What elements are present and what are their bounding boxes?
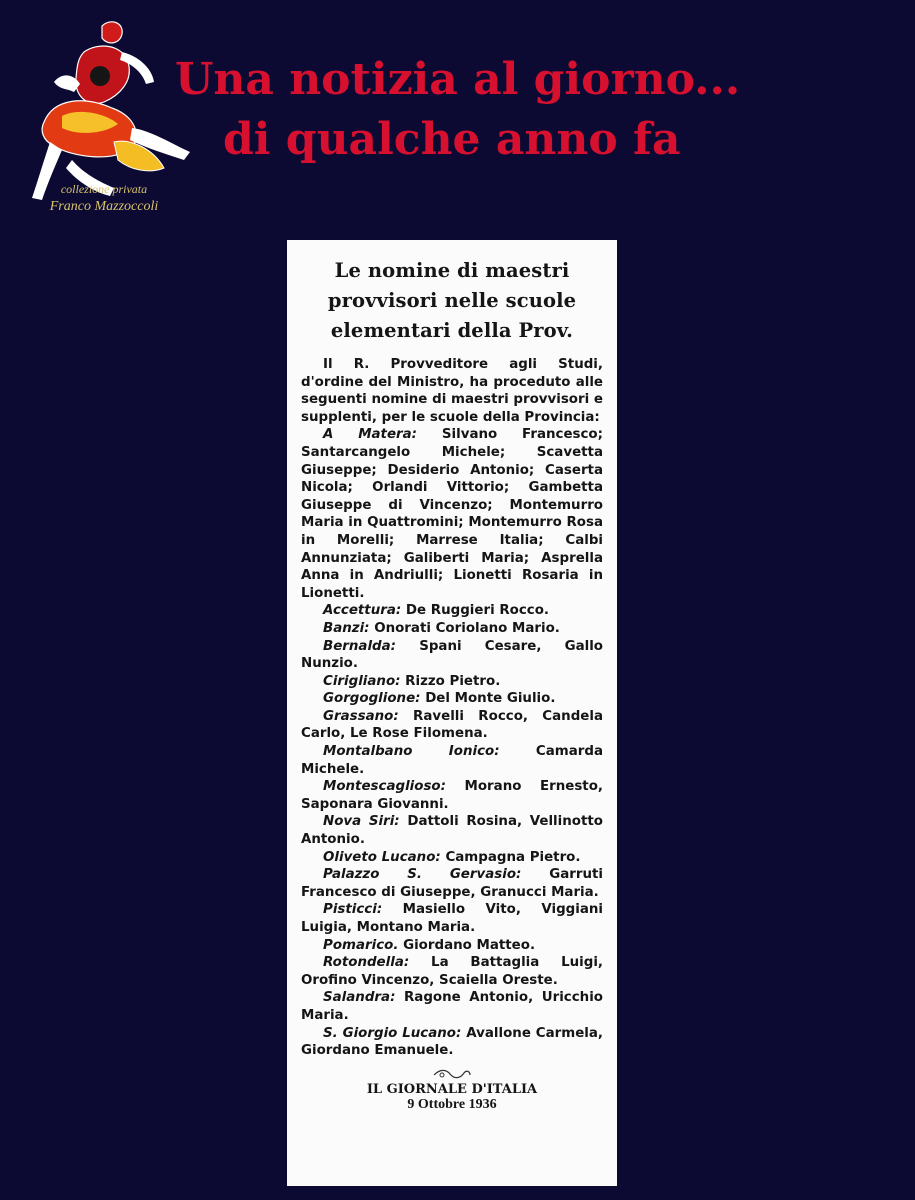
entry-names: Ravelli Rocco, Candela Carlo, Le Rose Filomena. — [301, 708, 603, 742]
appointment-entry — [301, 901, 603, 936]
entry-place: Montescaglioso: — [323, 779, 446, 795]
entry-place: Bernalda: — [323, 638, 397, 654]
appointment-entry — [301, 866, 603, 901]
appointment-entry — [301, 778, 603, 813]
entry-place: Pisticci: — [323, 902, 383, 918]
entry-place: Pomarico. — [323, 937, 399, 953]
article-intro: Il R. Provveditore agli Studi, d'ordine del Ministro, ha proceduto alle seguenti nomine di maestri provvisori e supplenti, per le scuole della Provincia: — [301, 357, 603, 425]
entry-names: Silvano Francesco; Santarcangelo Michele; Scavetta Giuseppe; Desiderio Antonio; Caserta Nicola; Orlandi Vittorio; Gambetta Giuseppe di Vincenzo; Montemurro Maria in Quattromini; Montemurro Rosa in Morelli; Marrese Italia; Calbi Annunziata; Galiberti Maria; Asprella Anna in Andriulli; Lionetti Rosaria in Lionetti. — [301, 427, 603, 601]
appointment-entry — [301, 954, 603, 989]
logo — [14, 12, 194, 227]
logo-caption-line2: Franco Mazzoccoli — [49, 199, 159, 214]
entry-place: Palazzo S. Gervasio: — [323, 867, 522, 883]
entry-names: Dattoli Rosina, Vellinotto Antonio. — [301, 814, 603, 848]
entry-names: Spani Cesare, Gallo Nunzio. — [301, 638, 603, 672]
entry-place: S. Giorgio Lucano: — [323, 1025, 462, 1041]
appointment-entry — [301, 813, 603, 848]
appointment-entry — [301, 743, 603, 778]
entry-place: Grassano: — [323, 708, 399, 724]
entry-place: Oliveto Lucano: — [323, 849, 441, 865]
entry-place: Rotondella: — [323, 955, 410, 971]
appointment-entry — [301, 426, 603, 602]
article-title — [301, 256, 603, 346]
entry-place: Banzi: — [323, 620, 370, 636]
appointment-entry — [301, 620, 603, 638]
entry-names: Rizzo Pietro. — [405, 673, 501, 689]
article-title-line: Le nomine di maestri — [334, 259, 570, 282]
newspaper-clipping — [287, 240, 617, 1186]
entry-names: Camarda Michele. — [301, 744, 603, 777]
entry-names: Masiello Vito, Viggiani Luigia, Montano Maria. — [301, 902, 603, 935]
appointment-entry — [301, 849, 603, 867]
entry-names: Morano Ernesto, Saponara Giovanni. — [301, 779, 603, 812]
entry-names: Garruti Francesco di Giuseppe, Granucci Maria. — [301, 867, 603, 900]
entry-names: Avallone Carmela, Giordano Emanuele. — [301, 1025, 603, 1059]
appointment-entry — [301, 602, 603, 620]
entry-names: Onorati Coriolano Mario. — [374, 620, 560, 636]
publication-date: 9 Ottobre 1936 — [407, 1096, 497, 1112]
page-headline — [175, 50, 740, 170]
entry-place: Montalbano Ionico: — [323, 744, 500, 760]
entry-place: A Matera: — [323, 427, 418, 443]
entry-place: Gorgoglione: — [323, 691, 421, 707]
appointment-entry — [301, 673, 603, 691]
article-title-line: elementari della Prov. — [330, 319, 574, 342]
logo-caption-line1: collezione privata — [60, 182, 148, 196]
appointments-list — [301, 426, 603, 1059]
appointment-entry — [301, 708, 603, 743]
entry-place: Nova Siri: — [323, 814, 400, 830]
entry-names: De Ruggieri Rocco. — [405, 603, 549, 619]
logo-caption — [14, 182, 194, 215]
entry-place: Cirigliano: — [323, 673, 401, 689]
appointment-entry — [301, 937, 603, 955]
flourish-icon — [432, 1067, 472, 1081]
entry-names: La Battaglia Luigi, Orofino Vincenzo, Scaiella Oreste. — [301, 955, 603, 988]
headline-line2: di qualche anno fa — [223, 114, 681, 165]
entry-place: Salandra: — [323, 990, 396, 1006]
entry-place: Accettura: — [323, 603, 402, 619]
entry-names: Ragone Antonio, Uricchio Maria. — [301, 990, 603, 1023]
entry-names: Del Monte Giulio. — [425, 691, 556, 707]
appointment-entry — [301, 989, 603, 1024]
appointment-entry — [301, 638, 603, 673]
entry-names: Giordano Matteo. — [403, 937, 536, 953]
article-title-line: provvisori nelle scuole — [327, 289, 577, 312]
newspaper-name: IL GIORNALE D'ITALIA — [366, 1081, 538, 1097]
ornament-divider — [301, 1066, 603, 1080]
appointment-entry — [301, 1025, 603, 1060]
headline-line1: Una notizia al giorno... — [175, 54, 741, 105]
entry-names: Campagna Pietro. — [445, 849, 581, 865]
appointment-entry — [301, 690, 603, 708]
